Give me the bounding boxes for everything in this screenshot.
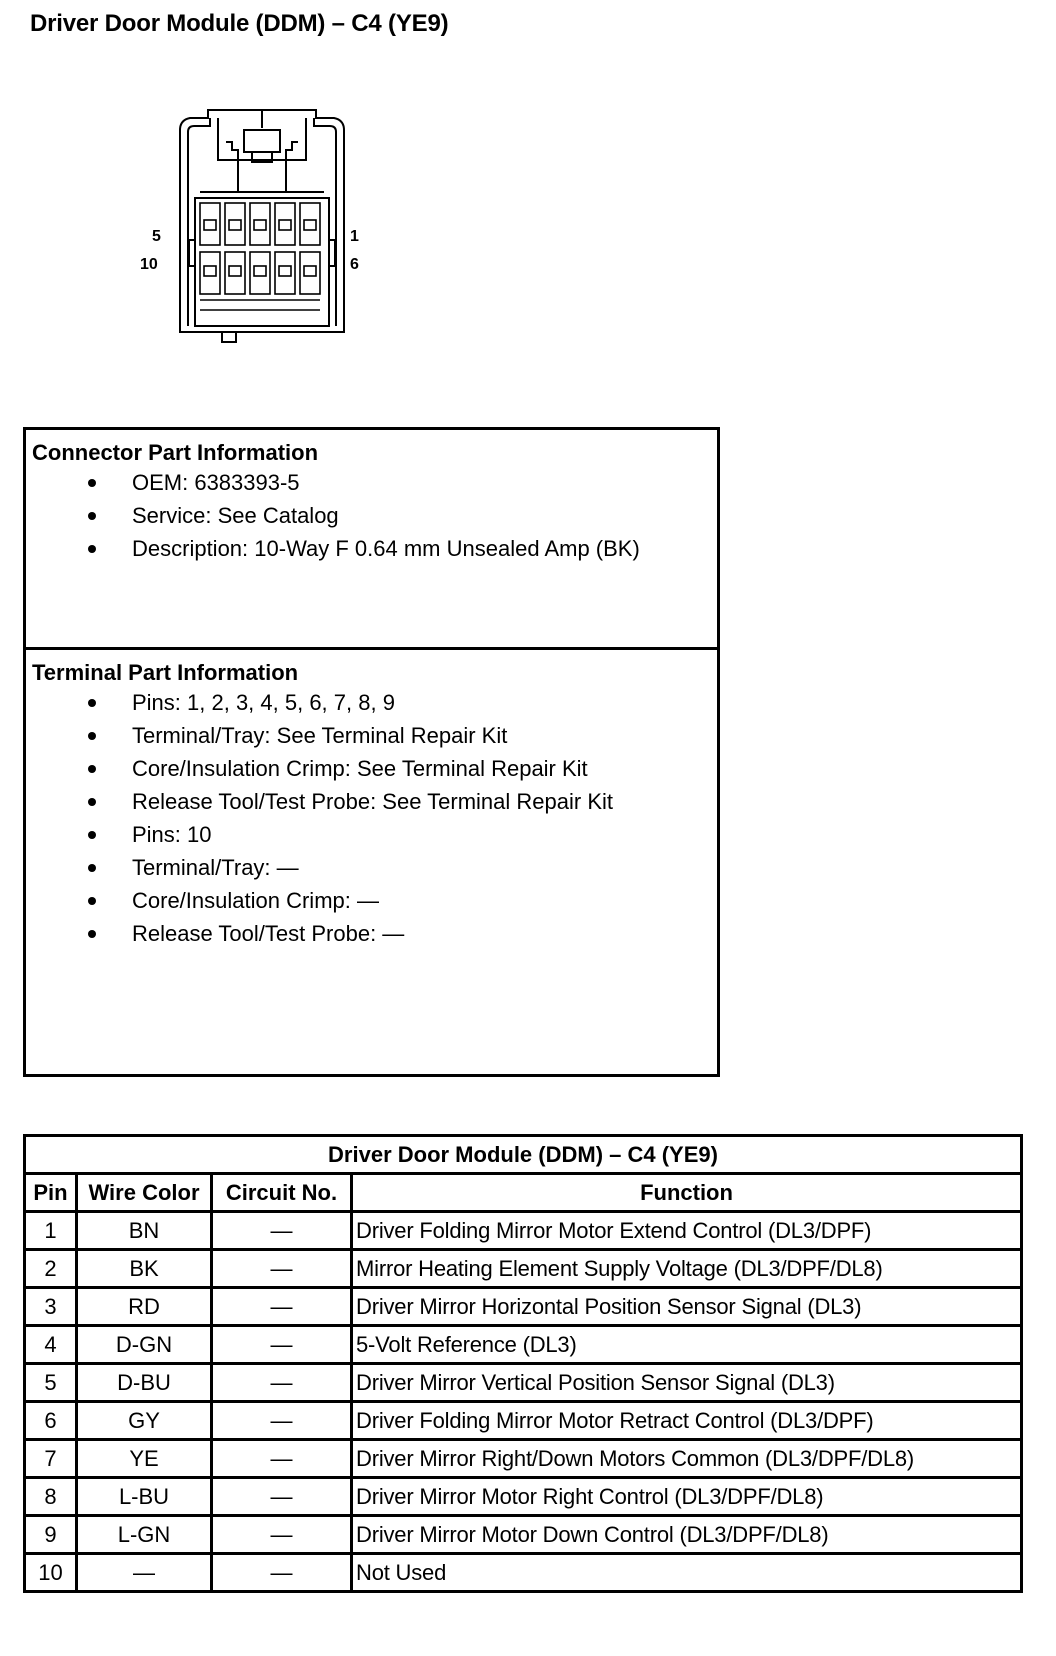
part-information-box bbox=[23, 427, 720, 1077]
list-item: Terminal/Tray: — bbox=[32, 851, 711, 884]
wire-color-cell: RD bbox=[77, 1288, 212, 1326]
circuit-no-cell: — bbox=[212, 1554, 352, 1592]
wire-color-cell: L-GN bbox=[77, 1516, 212, 1554]
table-row bbox=[25, 1554, 1022, 1592]
pin-label-1: 1 bbox=[350, 228, 359, 245]
pin-label-6: 6 bbox=[350, 256, 359, 273]
terminal-part-info-list-2 bbox=[32, 818, 711, 950]
function-cell: Driver Mirror Horizontal Position Sensor Signal (DL3) bbox=[352, 1288, 1022, 1326]
wire-color-cell: BK bbox=[77, 1250, 212, 1288]
circuit-no-cell: — bbox=[212, 1440, 352, 1478]
circuit-no-cell: — bbox=[212, 1250, 352, 1288]
list-item: Core/Insulation Crimp: — bbox=[32, 884, 711, 917]
pin-cell: 10 bbox=[25, 1554, 77, 1592]
list-item: Release Tool/Test Probe: See Terminal Repair Kit bbox=[32, 785, 711, 818]
function-cell: Not Used bbox=[352, 1554, 1022, 1592]
table-row bbox=[25, 1288, 1022, 1326]
function-cell: Driver Mirror Right/Down Motors Common (DL3/DPF/DL8) bbox=[352, 1440, 1022, 1478]
table-row bbox=[25, 1212, 1022, 1250]
list-item: Pins: 10 bbox=[32, 818, 711, 851]
column-header-pin: Pin bbox=[25, 1174, 77, 1212]
table-row bbox=[25, 1250, 1022, 1288]
pin-cell: 8 bbox=[25, 1478, 77, 1516]
pin-cell: 2 bbox=[25, 1250, 77, 1288]
connector-face-diagram bbox=[140, 100, 380, 350]
circuit-no-cell: — bbox=[212, 1364, 352, 1402]
function-cell: Driver Mirror Motor Down Control (DL3/DPF/DL8) bbox=[352, 1516, 1022, 1554]
terminal-part-info-heading: Terminal Part Information bbox=[32, 660, 299, 685]
wire-color-cell: GY bbox=[77, 1402, 212, 1440]
table-title-row bbox=[25, 1136, 1022, 1174]
pin-label-10: 10 bbox=[140, 256, 158, 273]
pin-cell: 5 bbox=[25, 1364, 77, 1402]
pin-cell: 6 bbox=[25, 1402, 77, 1440]
connector-part-info-list bbox=[32, 466, 711, 565]
terminal-part-info-list-1 bbox=[32, 686, 711, 818]
wire-color-cell: D-BU bbox=[77, 1364, 212, 1402]
pin-cell: 9 bbox=[25, 1516, 77, 1554]
pin-cell: 1 bbox=[25, 1212, 77, 1250]
table-row bbox=[25, 1516, 1022, 1554]
function-cell: Driver Mirror Motor Right Control (DL3/DPF/DL8) bbox=[352, 1478, 1022, 1516]
pin-cell: 7 bbox=[25, 1440, 77, 1478]
list-item: Core/Insulation Crimp: See Terminal Repair Kit bbox=[32, 752, 711, 785]
pinout-table-body bbox=[25, 1212, 1022, 1592]
column-header-function: Function bbox=[352, 1174, 1022, 1212]
wire-color-cell: L-BU bbox=[77, 1478, 212, 1516]
list-item: Service: See Catalog bbox=[32, 499, 711, 532]
list-item: Terminal/Tray: See Terminal Repair Kit bbox=[32, 719, 711, 752]
wire-color-cell: D-GN bbox=[77, 1326, 212, 1364]
pin-cell: 3 bbox=[25, 1288, 77, 1326]
table-row bbox=[25, 1326, 1022, 1364]
pin-label-5: 5 bbox=[152, 228, 161, 245]
terminal-part-info-section bbox=[26, 650, 717, 1074]
wire-color-cell: — bbox=[77, 1554, 212, 1592]
column-header-wire-color: Wire Color bbox=[77, 1174, 212, 1212]
list-item: Description: 10-Way F 0.64 mm Unsealed Amp (BK) bbox=[32, 532, 711, 565]
function-cell: Driver Folding Mirror Motor Retract Control (DL3/DPF) bbox=[352, 1402, 1022, 1440]
column-header-circuit-no: Circuit No. bbox=[212, 1174, 352, 1212]
table-header-row bbox=[25, 1174, 1022, 1212]
circuit-no-cell: — bbox=[212, 1212, 352, 1250]
table-row bbox=[25, 1440, 1022, 1478]
circuit-no-cell: — bbox=[212, 1516, 352, 1554]
connector-drawing bbox=[140, 100, 380, 350]
circuit-no-cell: — bbox=[212, 1478, 352, 1516]
list-item: Release Tool/Test Probe: — bbox=[32, 917, 711, 950]
connector-part-info-heading: Connector Part Information bbox=[32, 440, 319, 465]
list-item: Pins: 1, 2, 3, 4, 5, 6, 7, 8, 9 bbox=[32, 686, 711, 719]
function-cell: Driver Folding Mirror Motor Extend Control (DL3/DPF) bbox=[352, 1212, 1022, 1250]
pinout-table bbox=[23, 1134, 1023, 1593]
table-row bbox=[25, 1402, 1022, 1440]
circuit-no-cell: — bbox=[212, 1288, 352, 1326]
function-cell: Driver Mirror Vertical Position Sensor Signal (DL3) bbox=[352, 1364, 1022, 1402]
pin-cell: 4 bbox=[25, 1326, 77, 1364]
circuit-no-cell: — bbox=[212, 1326, 352, 1364]
table-row bbox=[25, 1364, 1022, 1402]
connector-part-info-section bbox=[26, 430, 717, 650]
wire-color-cell: YE bbox=[77, 1440, 212, 1478]
list-item: OEM: 6383393-5 bbox=[32, 466, 711, 499]
function-cell: Mirror Heating Element Supply Voltage (DL3/DPF/DL8) bbox=[352, 1250, 1022, 1288]
wire-color-cell: BN bbox=[77, 1212, 212, 1250]
circuit-no-cell: — bbox=[212, 1402, 352, 1440]
table-title: Driver Door Module (DDM) – C4 (YE9) bbox=[25, 1136, 1022, 1174]
table-row bbox=[25, 1478, 1022, 1516]
page-title: Driver Door Module (DDM) – C4 (YE9) bbox=[30, 10, 449, 37]
function-cell: 5-Volt Reference (DL3) bbox=[352, 1326, 1022, 1364]
